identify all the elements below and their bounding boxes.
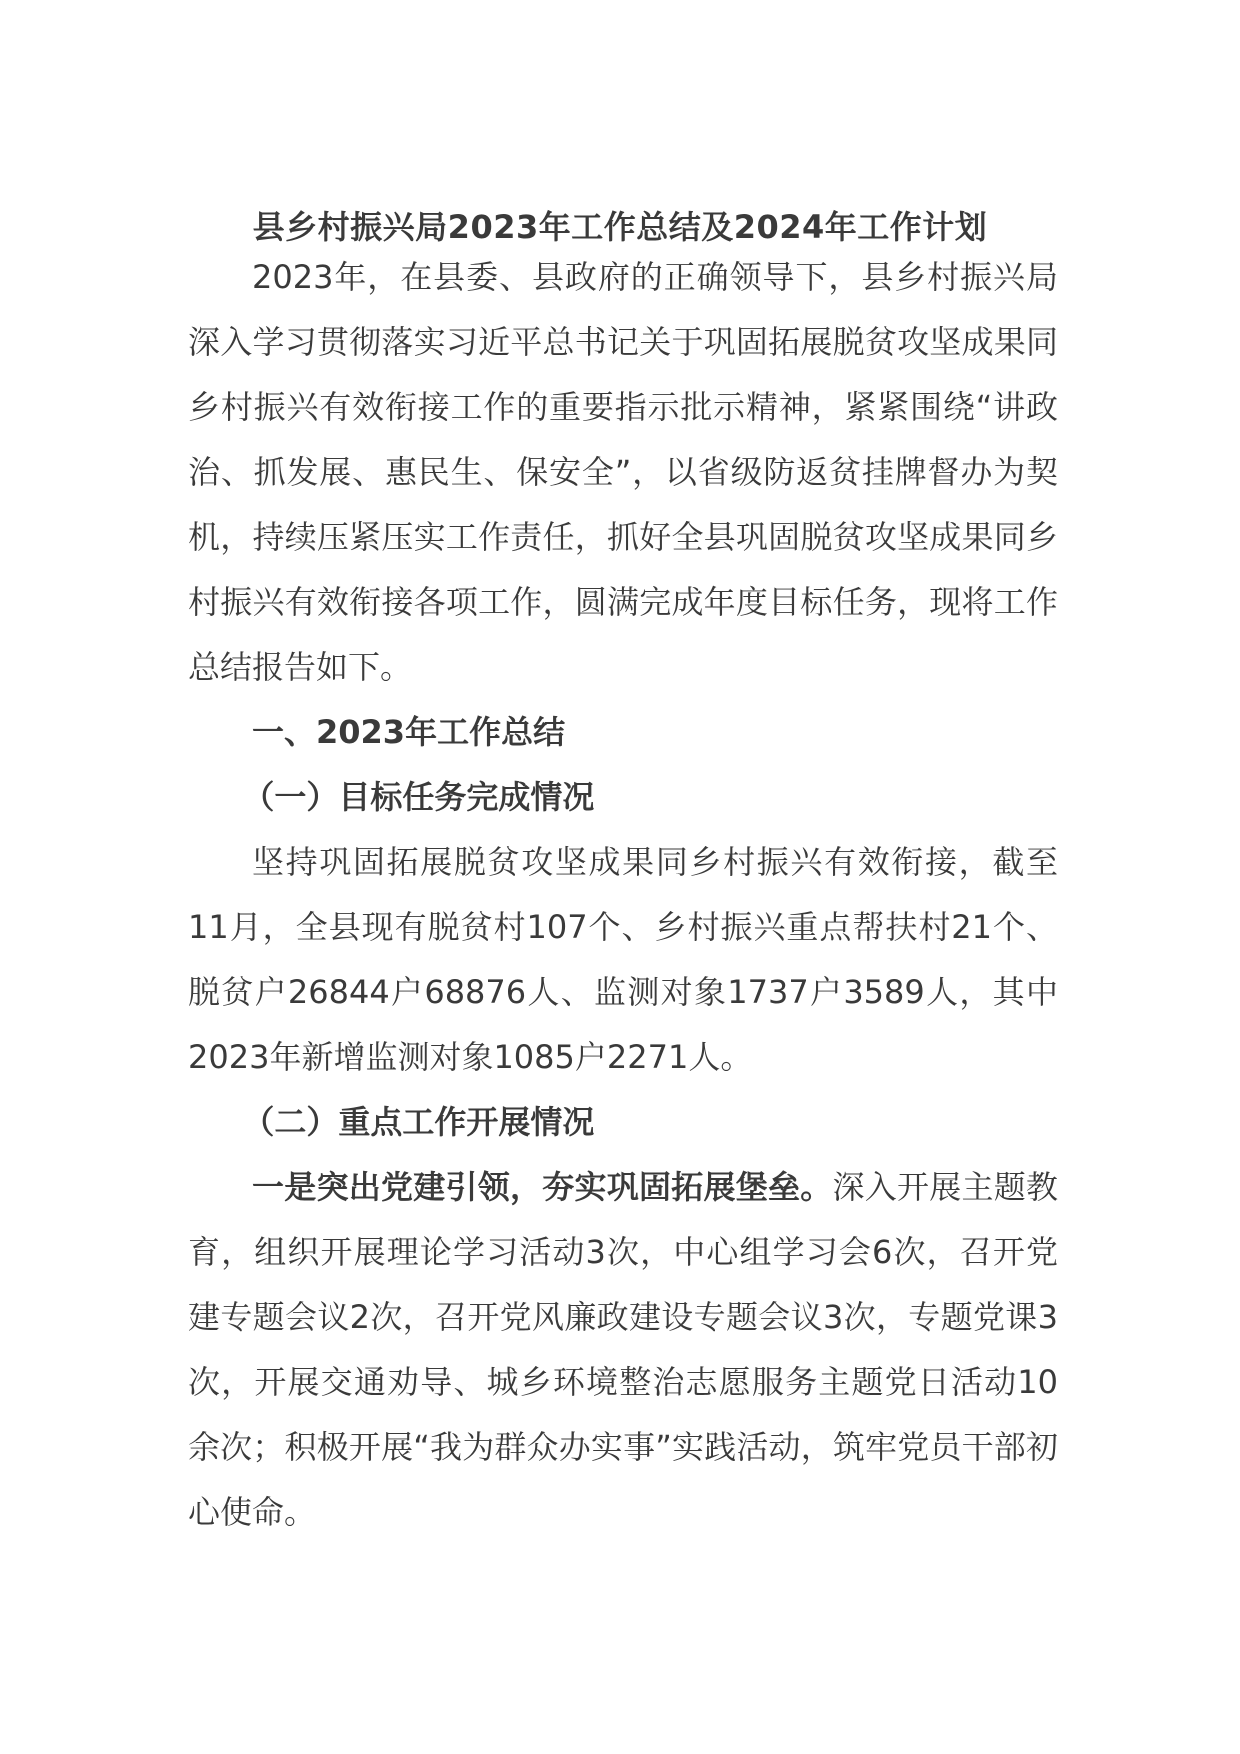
intro-paragraph: 2023年，在县委、县政府的正确领导下，县乡村振兴局深入学习贯彻落实习近平总书记关于巩固拓展脱贫攻坚成果同乡村振兴有效衔接工作的重要指示批示精神，紧紧围绕“讲政治、抓发展、惠民生、保安全”，以省级防返贫挂牌督办为契机，持续压紧压实工作责任，抓好全县巩固脱贫攻坚成果同乡村振兴有效衔接各项工作，圆满完成年度目标任务，现将工作总结报告如下。: [188, 258, 1058, 686]
targets-paragraph: 坚持巩固拓展脱贫攻坚成果同乡村振兴有效衔接，截至11月，全县现有脱贫村107个、乡村振兴重点帮扶村21个、脱贫户26844户68876人、监测对象1737户3589人，其中2023年新增监测对象1085户2271人。: [188, 843, 1058, 1076]
section-heading-summary: 一、2023年工作总结: [252, 713, 566, 751]
key-work-lead: 一是突出党建引领，夯实巩固拓展堡垒。: [252, 1168, 833, 1206]
subsection-heading-key-work: （二）重点工作开展情况: [242, 1103, 595, 1141]
subsection-heading-targets: （一）目标任务完成情况: [242, 778, 595, 816]
document-title: 县乡村振兴局2023年工作总结及2024年工作计划: [252, 208, 988, 246]
key-work-paragraph: [188, 1155, 1058, 1545]
document-body: [188, 245, 1058, 1545]
key-work-text: 深入开展主题教育，组织开展理论学习活动3次，中心组学习会6次，召开党建专题会议2次，召开党风廉政建设专题会议3次，专题党课3次，开展交通劝导、城乡环境整治志愿服务主题党日活动10余次；积极开展“我为群众办实事”实践活动，筑牢党员干部初心使命。: [188, 1168, 1058, 1531]
